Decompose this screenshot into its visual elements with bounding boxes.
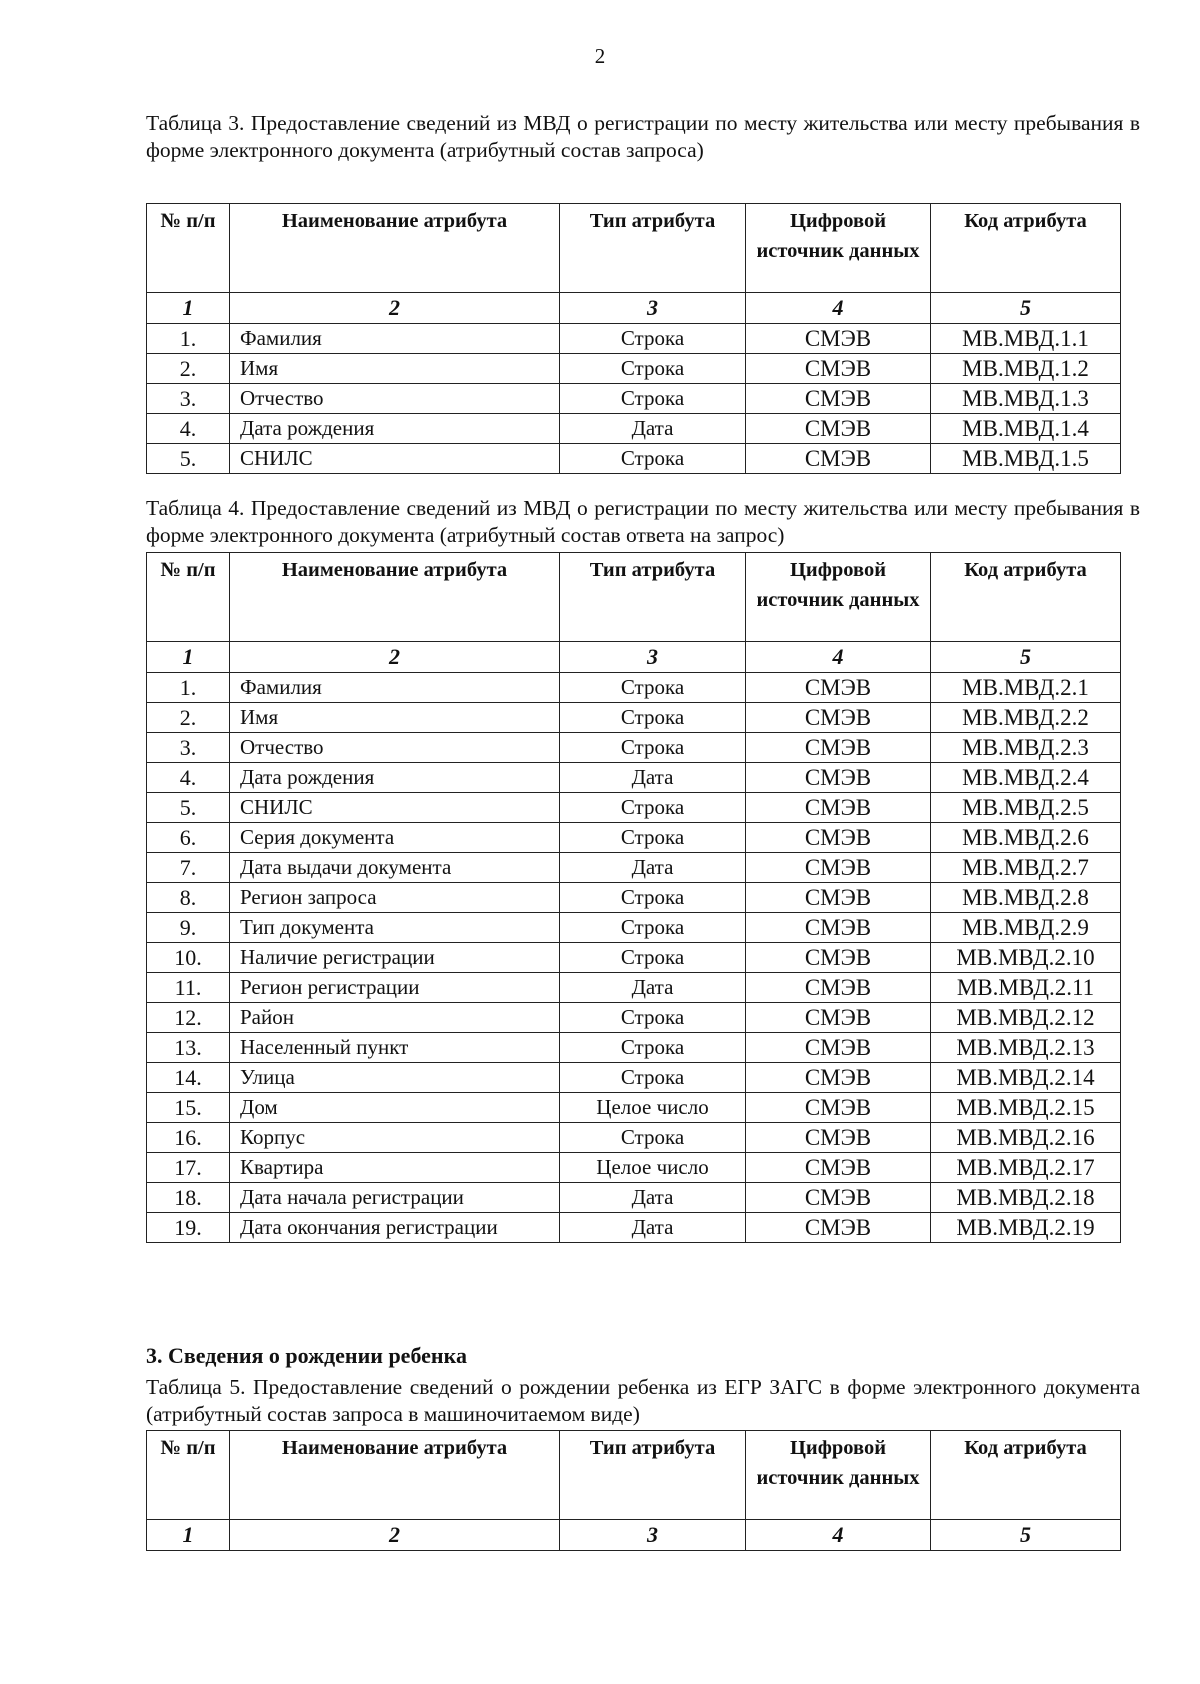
- attribute-type: Строка: [560, 384, 746, 414]
- attribute-type: Строка: [560, 673, 746, 703]
- attribute-code: МВ.МВД.2.7: [931, 853, 1121, 883]
- attribute-type: Строка: [560, 444, 746, 474]
- attribute-name: Тип документа: [230, 913, 560, 943]
- attribute-name: Серия документа: [230, 823, 560, 853]
- row-number: 4.: [147, 414, 230, 444]
- table3: [146, 203, 1121, 474]
- table-row: [147, 883, 1121, 913]
- attribute-code: МВ.МВД.2.16: [931, 1123, 1121, 1153]
- data-source: СМЭВ: [746, 703, 931, 733]
- attribute-type: Дата: [560, 1213, 746, 1243]
- column-number: 4: [746, 1520, 931, 1551]
- table5: [146, 1430, 1121, 1551]
- table3-column-numbers: [147, 293, 1121, 324]
- data-source: СМЭВ: [746, 1213, 931, 1243]
- table-row: [147, 763, 1121, 793]
- table5-column-numbers: [147, 1520, 1121, 1551]
- header-num: № п/п: [147, 1431, 230, 1520]
- column-number: 5: [931, 293, 1121, 324]
- header-num: № п/п: [147, 204, 230, 293]
- attribute-name: Квартира: [230, 1153, 560, 1183]
- attribute-type: Строка: [560, 324, 746, 354]
- attribute-name: Корпус: [230, 1123, 560, 1153]
- row-number: 17.: [147, 1153, 230, 1183]
- attribute-name: Имя: [230, 354, 560, 384]
- attribute-code: МВ.МВД.2.3: [931, 733, 1121, 763]
- column-number: 1: [147, 293, 230, 324]
- row-number: 13.: [147, 1033, 230, 1063]
- column-number: 4: [746, 642, 931, 673]
- attribute-code: МВ.МВД.2.8: [931, 883, 1121, 913]
- attribute-type: Строка: [560, 1063, 746, 1093]
- attribute-name: Улица: [230, 1063, 560, 1093]
- table3-header-row: [147, 204, 1121, 293]
- attribute-name: Дата выдачи документа: [230, 853, 560, 883]
- row-number: 3.: [147, 733, 230, 763]
- table-row: [147, 1093, 1121, 1123]
- table3-body: [147, 324, 1121, 474]
- data-source: СМЭВ: [746, 883, 931, 913]
- header-source: Цифровой источник данных: [746, 1431, 931, 1520]
- table-row: [147, 1063, 1121, 1093]
- data-source: СМЭВ: [746, 384, 931, 414]
- column-number: 3: [560, 1520, 746, 1551]
- column-number: 2: [230, 1520, 560, 1551]
- header-name: Наименование атрибута: [230, 1431, 560, 1520]
- table-row: [147, 673, 1121, 703]
- table5-caption: Таблица 5. Предоставление сведений о рождении ребенка из ЕГР ЗАГС в форме электронного документа (атрибутный состав запроса в машиночитаемом виде): [146, 1375, 1140, 1426]
- header-type: Тип атрибута: [560, 553, 746, 642]
- attribute-name: Дата окончания регистрации: [230, 1213, 560, 1243]
- table5-header-row: [147, 1431, 1121, 1520]
- attribute-name: Отчество: [230, 384, 560, 414]
- column-number: 5: [931, 642, 1121, 673]
- attribute-type: Целое число: [560, 1153, 746, 1183]
- attribute-code: МВ.МВД.2.4: [931, 763, 1121, 793]
- data-source: СМЭВ: [746, 763, 931, 793]
- attribute-type: Строка: [560, 943, 746, 973]
- table4-body: [147, 673, 1121, 1243]
- header-code: Код атрибута: [931, 204, 1121, 293]
- data-source: СМЭВ: [746, 1123, 931, 1153]
- attribute-name: Регион регистрации: [230, 973, 560, 1003]
- data-source: СМЭВ: [746, 1183, 931, 1213]
- data-source: СМЭВ: [746, 324, 931, 354]
- attribute-type: Целое число: [560, 1093, 746, 1123]
- header-num: № п/п: [147, 553, 230, 642]
- attribute-type: Дата: [560, 853, 746, 883]
- data-source: СМЭВ: [746, 793, 931, 823]
- header-type: Тип атрибута: [560, 1431, 746, 1520]
- table4-caption: Таблица 4. Предоставление сведений из МВД о регистрации по месту жительства или месту пребывания в форме электронного документа (атрибутный состав ответа на запрос): [146, 496, 1140, 547]
- header-source: Цифровой источник данных: [746, 553, 931, 642]
- data-source: СМЭВ: [746, 913, 931, 943]
- table-row: [147, 1123, 1121, 1153]
- row-number: 6.: [147, 823, 230, 853]
- column-number: 4: [746, 293, 931, 324]
- data-source: СМЭВ: [746, 1093, 931, 1123]
- table-row: [147, 943, 1121, 973]
- page-number: 2: [594, 44, 606, 68]
- header-type: Тип атрибута: [560, 204, 746, 293]
- table-row: [147, 354, 1121, 384]
- section3-heading: 3. Сведения о рождении ребенка: [146, 1343, 467, 1368]
- attribute-code: МВ.МВД.2.1: [931, 673, 1121, 703]
- table-row: [147, 703, 1121, 733]
- attribute-code: МВ.МВД.2.13: [931, 1033, 1121, 1063]
- data-source: СМЭВ: [746, 733, 931, 763]
- table-row: [147, 444, 1121, 474]
- row-number: 15.: [147, 1093, 230, 1123]
- row-number: 19.: [147, 1213, 230, 1243]
- header-code: Код атрибута: [931, 1431, 1121, 1520]
- attribute-code: МВ.МВД.2.12: [931, 1003, 1121, 1033]
- attribute-name: Дата начала регистрации: [230, 1183, 560, 1213]
- row-number: 16.: [147, 1123, 230, 1153]
- column-number: 2: [230, 642, 560, 673]
- attribute-name: Отчество: [230, 733, 560, 763]
- attribute-type: Дата: [560, 414, 746, 444]
- row-number: 5.: [147, 444, 230, 474]
- row-number: 11.: [147, 973, 230, 1003]
- data-source: СМЭВ: [746, 853, 931, 883]
- attribute-code: МВ.МВД.2.9: [931, 913, 1121, 943]
- column-number: 1: [147, 1520, 230, 1551]
- attribute-code: МВ.МВД.2.11: [931, 973, 1121, 1003]
- row-number: 4.: [147, 763, 230, 793]
- attribute-code: МВ.МВД.2.19: [931, 1213, 1121, 1243]
- attribute-code: МВ.МВД.2.6: [931, 823, 1121, 853]
- column-number: 3: [560, 642, 746, 673]
- attribute-name: Регион запроса: [230, 883, 560, 913]
- table-row: [147, 1033, 1121, 1063]
- header-code: Код атрибута: [931, 553, 1121, 642]
- attribute-type: Дата: [560, 1183, 746, 1213]
- row-number: 2.: [147, 354, 230, 384]
- row-number: 10.: [147, 943, 230, 973]
- table-row: [147, 823, 1121, 853]
- attribute-type: Строка: [560, 1123, 746, 1153]
- data-source: СМЭВ: [746, 943, 931, 973]
- attribute-type: Строка: [560, 883, 746, 913]
- table3-caption: Таблица 3. Предоставление сведений из МВД о регистрации по месту жительства или месту пребывания в форме электронного документа (атрибутный состав запроса): [146, 111, 1140, 162]
- table-row: [147, 324, 1121, 354]
- attribute-code: МВ.МВД.2.15: [931, 1093, 1121, 1123]
- attribute-type: Строка: [560, 1033, 746, 1063]
- row-number: 12.: [147, 1003, 230, 1033]
- header-name: Наименование атрибута: [230, 553, 560, 642]
- table-row: [147, 384, 1121, 414]
- attribute-type: Дата: [560, 973, 746, 1003]
- attribute-name: Дом: [230, 1093, 560, 1123]
- attribute-code: МВ.МВД.2.2: [931, 703, 1121, 733]
- table-row: [147, 414, 1121, 444]
- table-row: [147, 913, 1121, 943]
- attribute-type: Строка: [560, 913, 746, 943]
- table-row: [147, 793, 1121, 823]
- attribute-code: МВ.МВД.1.1: [931, 324, 1121, 354]
- header-name: Наименование атрибута: [230, 204, 560, 293]
- attribute-type: Строка: [560, 1003, 746, 1033]
- column-number: 3: [560, 293, 746, 324]
- attribute-type: Дата: [560, 763, 746, 793]
- attribute-name: Район: [230, 1003, 560, 1033]
- table-row: [147, 1153, 1121, 1183]
- column-number: 5: [931, 1520, 1121, 1551]
- attribute-name: СНИЛС: [230, 793, 560, 823]
- attribute-code: МВ.МВД.1.3: [931, 384, 1121, 414]
- attribute-code: МВ.МВД.1.5: [931, 444, 1121, 474]
- data-source: СМЭВ: [746, 673, 931, 703]
- attribute-code: МВ.МВД.2.17: [931, 1153, 1121, 1183]
- data-source: СМЭВ: [746, 1153, 931, 1183]
- data-source: СМЭВ: [746, 414, 931, 444]
- attribute-name: СНИЛС: [230, 444, 560, 474]
- column-number: 2: [230, 293, 560, 324]
- row-number: 1.: [147, 324, 230, 354]
- row-number: 5.: [147, 793, 230, 823]
- row-number: 14.: [147, 1063, 230, 1093]
- table4: [146, 552, 1121, 1243]
- attribute-name: Дата рождения: [230, 763, 560, 793]
- data-source: СМЭВ: [746, 1063, 931, 1093]
- attribute-code: МВ.МВД.2.18: [931, 1183, 1121, 1213]
- attribute-type: Строка: [560, 823, 746, 853]
- attribute-type: Строка: [560, 733, 746, 763]
- row-number: 8.: [147, 883, 230, 913]
- attribute-code: МВ.МВД.2.10: [931, 943, 1121, 973]
- row-number: 1.: [147, 673, 230, 703]
- attribute-type: Строка: [560, 703, 746, 733]
- row-number: 18.: [147, 1183, 230, 1213]
- row-number: 2.: [147, 703, 230, 733]
- row-number: 7.: [147, 853, 230, 883]
- table-row: [147, 853, 1121, 883]
- table-row: [147, 1183, 1121, 1213]
- table4-header-row: [147, 553, 1121, 642]
- row-number: 3.: [147, 384, 230, 414]
- attribute-name: Дата рождения: [230, 414, 560, 444]
- table-row: [147, 733, 1121, 763]
- attribute-name: Имя: [230, 703, 560, 733]
- attribute-code: МВ.МВД.1.4: [931, 414, 1121, 444]
- data-source: СМЭВ: [746, 1033, 931, 1063]
- attribute-type: Строка: [560, 354, 746, 384]
- attribute-name: Фамилия: [230, 673, 560, 703]
- table-row: [147, 973, 1121, 1003]
- table4-column-numbers: [147, 642, 1121, 673]
- data-source: СМЭВ: [746, 1003, 931, 1033]
- attribute-type: Строка: [560, 793, 746, 823]
- attribute-code: МВ.МВД.2.5: [931, 793, 1121, 823]
- table-row: [147, 1213, 1121, 1243]
- data-source: СМЭВ: [746, 823, 931, 853]
- header-source: Цифровой источник данных: [746, 204, 931, 293]
- data-source: СМЭВ: [746, 973, 931, 1003]
- row-number: 9.: [147, 913, 230, 943]
- attribute-code: МВ.МВД.2.14: [931, 1063, 1121, 1093]
- attribute-name: Населенный пункт: [230, 1033, 560, 1063]
- attribute-name: Фамилия: [230, 324, 560, 354]
- attribute-code: МВ.МВД.1.2: [931, 354, 1121, 384]
- attribute-name: Наличие регистрации: [230, 943, 560, 973]
- column-number: 1: [147, 642, 230, 673]
- data-source: СМЭВ: [746, 444, 931, 474]
- table-row: [147, 1003, 1121, 1033]
- data-source: СМЭВ: [746, 354, 931, 384]
